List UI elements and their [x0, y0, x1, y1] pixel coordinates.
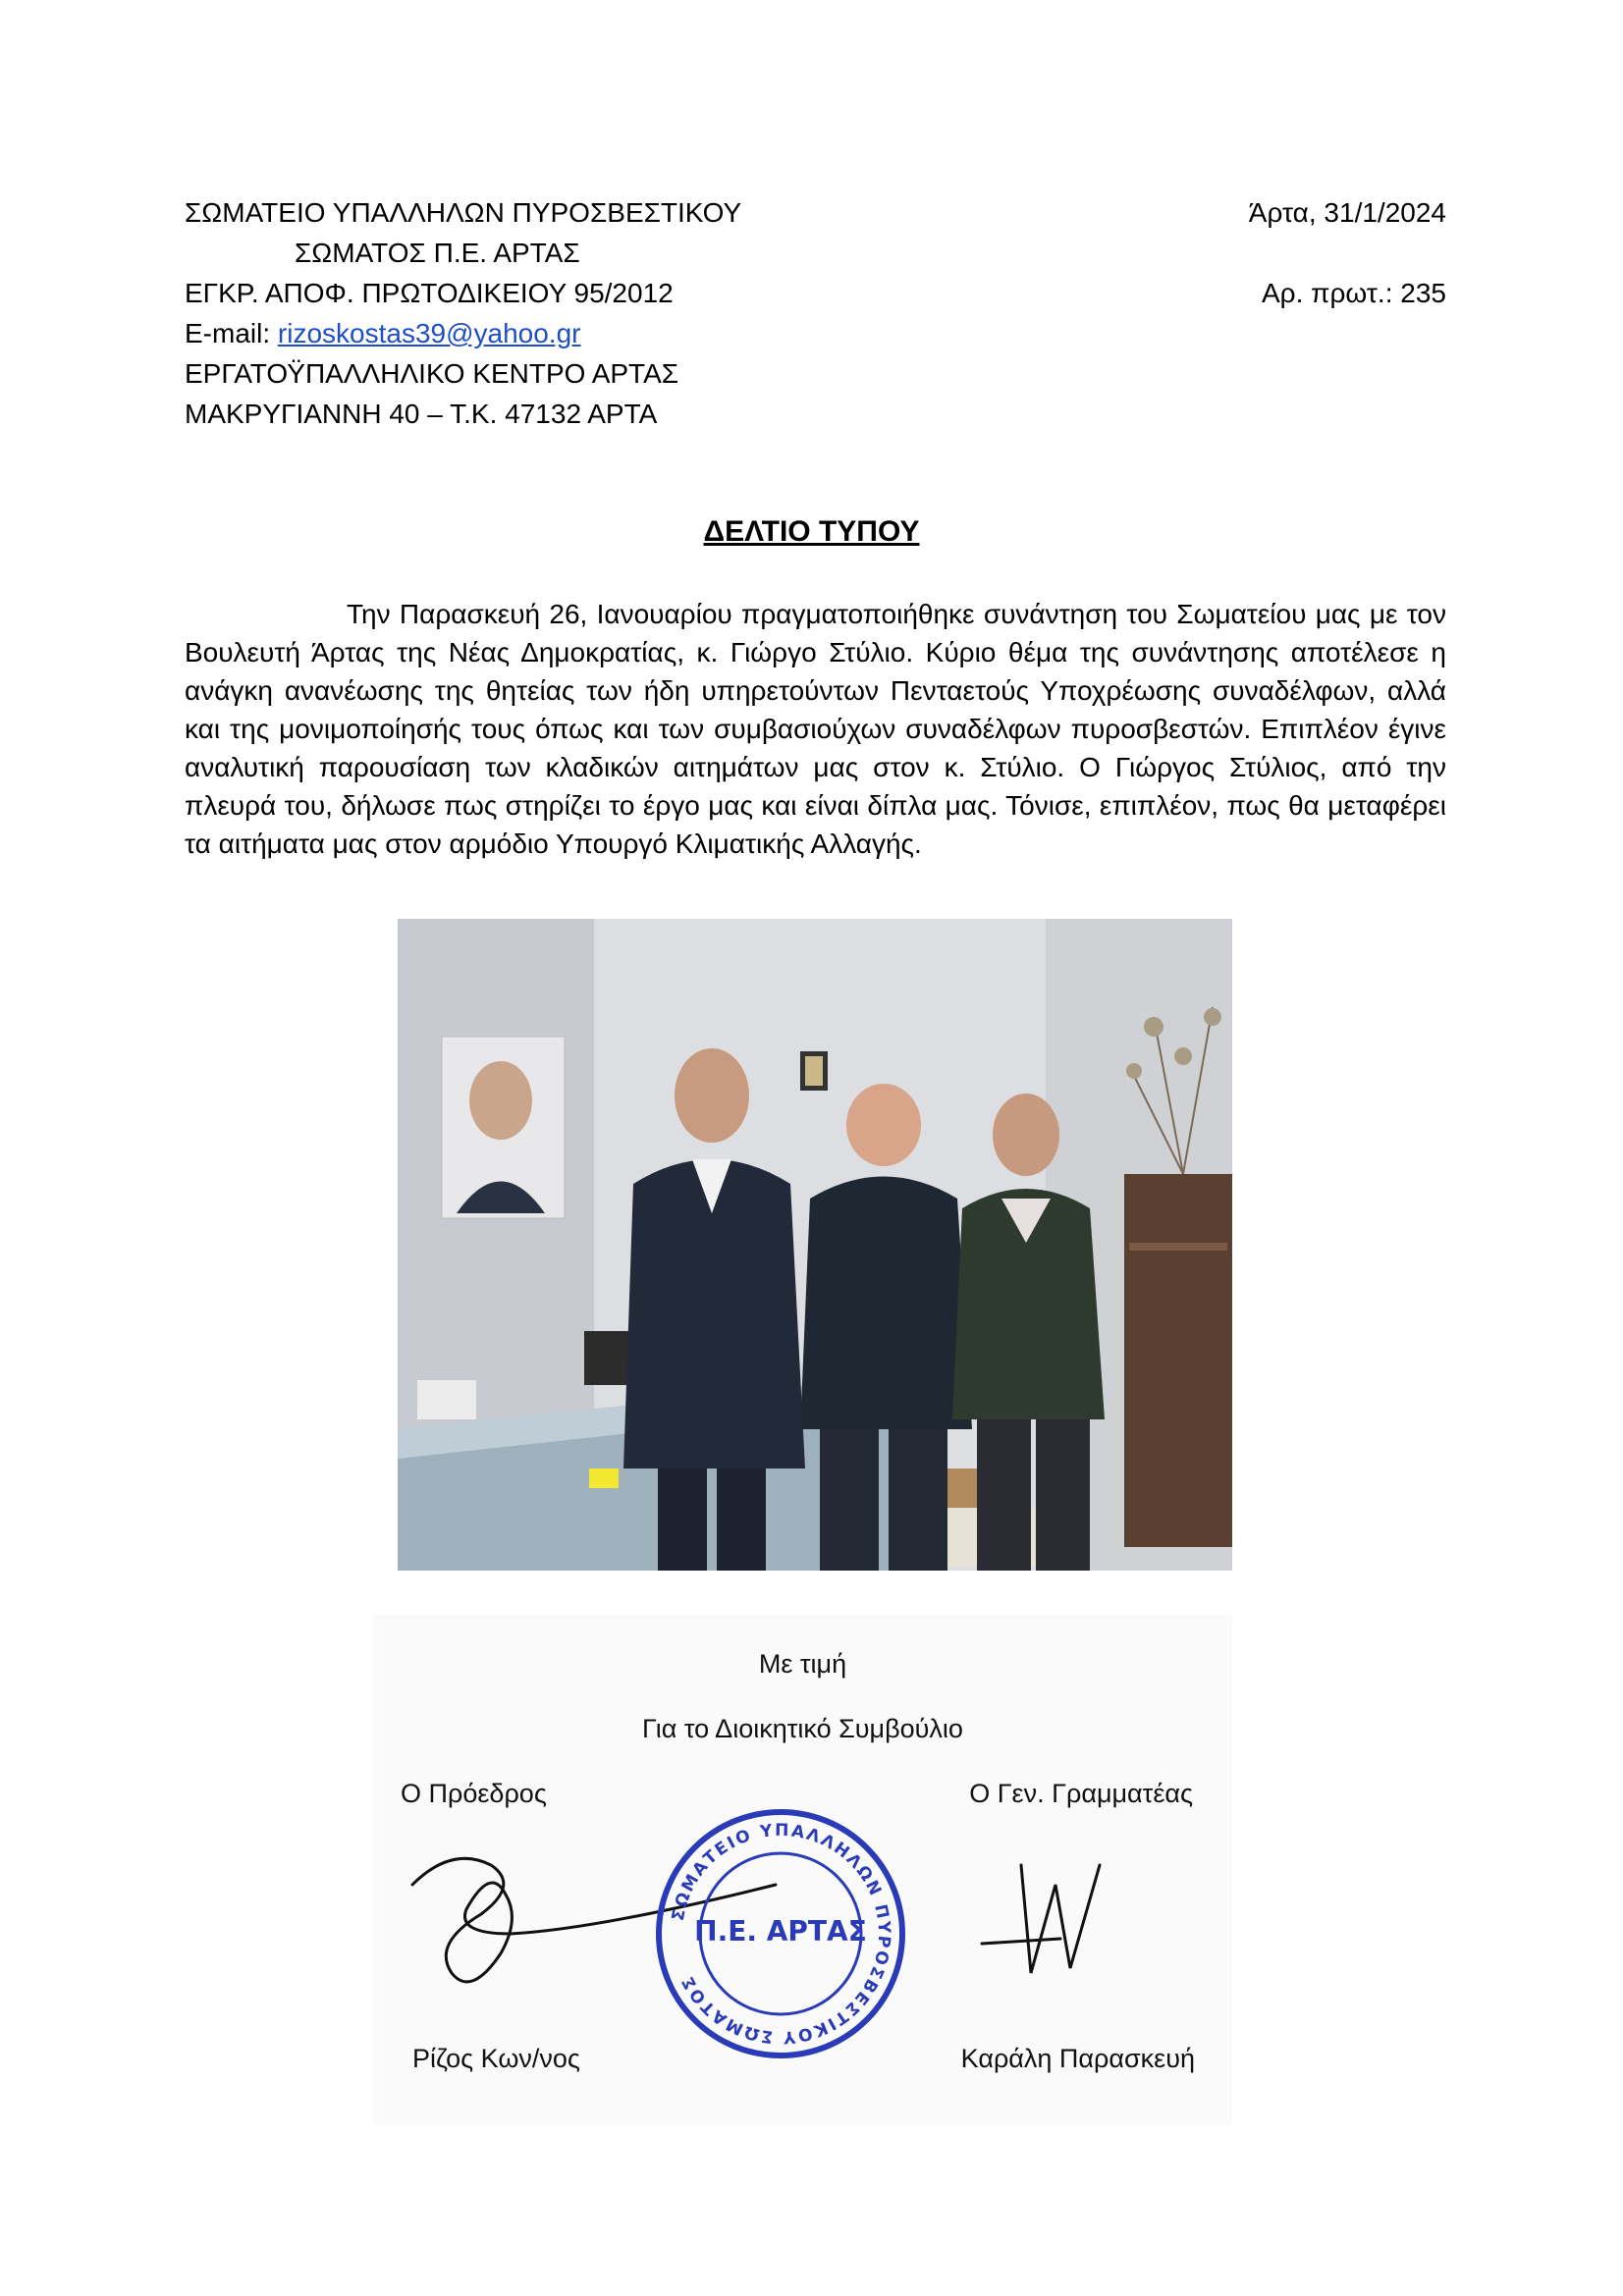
meeting-photo	[398, 919, 1232, 1571]
email-link[interactable]: rizoskostas39@yahoo.gr	[277, 318, 581, 348]
union-stamp	[648, 1801, 913, 2066]
president-title: Ο Πρόεδρος	[401, 1779, 547, 1808]
signature-block	[373, 1615, 1232, 2125]
closing-text: Με τιμή	[758, 1649, 847, 1679]
stamp-outer-text: ΣΩΜΑΤΕΙΟ ΥΠΑΛΛΗΛΩΝ ΠΥΡΟΣΒΕΣΤΙΚΟΥ ΣΩΜΑΤΟΣ	[668, 1820, 894, 2048]
email-label: E-mail:	[185, 318, 278, 348]
org-name-line1: ΣΩΜΑΤΕΙΟ ΥΠΑΛΛΗΛΩΝ ΠΥΡΟΣΒΕΣΤΙΚΟΥ	[185, 197, 742, 228]
center-line: ΕΡΓΑΤΟΫΠΑΛΛΗΛΙΚΟ ΚΕΝΤΡΟ ΑΡΤΑΣ	[185, 358, 679, 389]
body-text: Την Παρασκευή 26, Ιανουαρίου πραγματοποιήθηκε συνάντηση του Σωματείου μας με τον Βουλευτή Άρτας της Νέας Δημοκρατίας, κ. Γιώργο Στύλιο. Κύριο θέμα της συνάντησης αποτέλεσε η ανάγκη ανανέωσης της θητείας των ήδη υπηρετούντων Πενταετούς Υποχρέωσης συναδέλφων, αλλά και της μονιμοποίησής τους όπως και των συμβασιούχων συναδέλφων πυροσβεστών. Επιπλέον έγινε αναλυτική παρουσίαση των κλαδικών αιτημάτων μας στον κ. Στύλιο. Ο Γιώργος Στύλιος, από την πλευρά του, δήλωσε πως στηρίζει το έργο μας και είναι δίπλα μας. Τόνισε, επιπλέον, πως θα μεταφέρει τα αιτήματα μας στον αρμόδιο Υπουργό Κλιματικής Αλλαγής.	[185, 599, 1446, 859]
document-title: ΔΕΛΤΙΟ ΤΥΠΟΥ	[703, 515, 920, 548]
email-line	[185, 317, 580, 350]
address-line: ΜΑΚΡΥΓΙΑΝΝΗ 40 – Τ.Κ. 47132 ΑΡΤΑ	[185, 399, 658, 429]
secretary-signature	[962, 1845, 1159, 2002]
approval-line: ΕΓΚΡ. ΑΠΟΦ. ΠΡΩΤΟΔΙΚΕΙΟΥ 95/2012	[185, 278, 674, 308]
org-name-line2: ΣΩΜΑΤΟΣ Π.Ε. ΑΡΤΑΣ	[295, 238, 580, 268]
date-line: Άρτα, 31/1/2024	[1248, 197, 1446, 228]
secretary-title: Ο Γεν. Γραμματέας	[969, 1779, 1193, 1808]
board-text: Για το Διοικητικό Συμβούλιο	[642, 1714, 963, 1743]
president-name: Ρίζος Κων/νος	[412, 2044, 580, 2073]
stamp-center-text: Π.Ε. ΑΡΤΑΣ	[694, 1915, 867, 1948]
secretary-name: Καράλη Παρασκευή	[960, 2044, 1195, 2073]
protocol-line: Αρ. πρωτ.: 235	[1262, 278, 1446, 308]
body-paragraph	[185, 595, 1446, 863]
